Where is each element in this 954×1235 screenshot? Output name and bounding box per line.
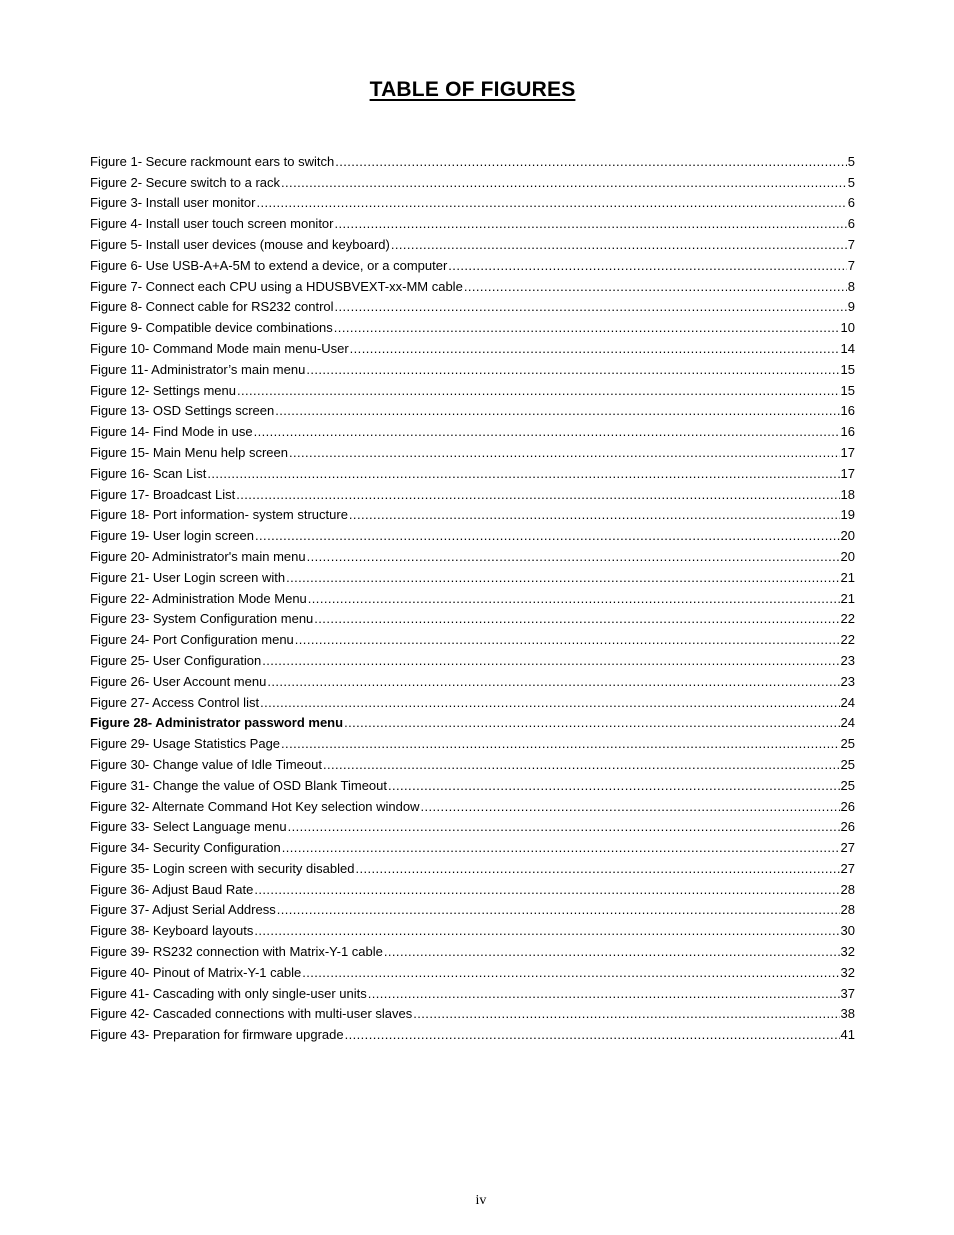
toc-dot-leader — [275, 403, 839, 418]
toc-entry-label: Figure 7- Connect each CPU using a HDUSBVEXT-xx-MM cable — [90, 278, 463, 294]
toc-dot-leader — [207, 466, 839, 481]
toc-dot-leader — [256, 195, 846, 210]
toc-entry-page-number: 5 — [847, 174, 855, 190]
toc-entry[interactable] — [90, 814, 855, 835]
toc-entry-page-number: 16 — [840, 403, 855, 419]
toc-entry-label: Figure 23- System Configuration menu — [90, 611, 314, 627]
toc-entry[interactable] — [90, 980, 855, 1001]
toc-entry-page-number: 15 — [840, 382, 855, 398]
toc-dot-leader — [281, 175, 847, 190]
toc-entry-page-number: 17 — [840, 465, 855, 481]
toc-entry-page-number: 6 — [847, 216, 855, 232]
toc-entry-page-number: 25 — [840, 756, 855, 772]
toc-entry-page-number: 32 — [840, 964, 855, 980]
toc-entry-page-number: 41 — [840, 1027, 855, 1043]
toc-entry-page-number: 14 — [840, 340, 855, 356]
toc-dot-leader — [391, 237, 847, 252]
toc-entry[interactable] — [90, 1001, 855, 1022]
toc-entry-label: Figure 33- Select Language menu — [90, 819, 287, 835]
toc-dot-leader — [413, 1006, 839, 1021]
toc-entry-page-number: 25 — [840, 736, 855, 752]
toc-entry-page-number: 21 — [840, 590, 855, 606]
toc-entry[interactable] — [90, 751, 855, 772]
toc-dot-leader — [308, 591, 840, 606]
toc-entry[interactable] — [90, 793, 855, 814]
toc-entry[interactable] — [90, 522, 855, 543]
toc-entry-page-number: 19 — [840, 507, 855, 523]
toc-dot-leader — [334, 320, 840, 335]
toc-entry-page-number: 18 — [840, 486, 855, 502]
toc-entry-page-number: 20 — [840, 548, 855, 564]
toc-entry[interactable] — [90, 585, 855, 606]
toc-entry-page-number: 5 — [847, 153, 855, 169]
toc-entry[interactable] — [90, 710, 855, 731]
toc-entry-label: Figure 2- Secure switch to a rack — [90, 174, 281, 190]
toc-entry[interactable] — [90, 917, 855, 938]
toc-entry-label: Figure 8- Connect cable for RS232 control — [90, 299, 334, 315]
toc-dot-leader — [254, 923, 839, 938]
toc-entry-label: Figure 12- Settings menu — [90, 382, 236, 398]
toc-dot-leader — [306, 362, 839, 377]
toc-entry-label: Figure 14- Find Mode in use — [90, 424, 253, 440]
toc-entry-page-number: 23 — [840, 652, 855, 668]
toc-entry[interactable] — [90, 730, 855, 751]
toc-entry-page-number: 17 — [840, 444, 855, 460]
toc-entry-label: Figure 17- Broadcast List — [90, 486, 236, 502]
toc-entry-label: Figure 9- Compatible device combinations — [90, 320, 333, 336]
toc-entry-label: Figure 40- Pinout of Matrix-Y-1 cable — [90, 964, 302, 980]
toc-entry-label: Figure 20- Administrator's main menu — [90, 548, 306, 564]
toc-entry-page-number: 22 — [840, 632, 855, 648]
toc-entry-label: Figure 37- Adjust Serial Address — [90, 902, 276, 918]
toc-dot-leader — [289, 445, 840, 460]
toc-entry[interactable] — [90, 626, 855, 647]
toc-entry-label: Figure 1- Secure rackmount ears to switch — [90, 153, 335, 169]
toc-entry[interactable] — [90, 689, 855, 710]
toc-entry-page-number: 7 — [847, 257, 855, 273]
toc-entry-label: Figure 18- Port information- system structure — [90, 507, 348, 523]
toc-entry-page-number: 23 — [840, 673, 855, 689]
toc-dot-leader — [282, 840, 840, 855]
toc-dot-leader — [286, 570, 839, 585]
toc-entry[interactable] — [90, 231, 855, 252]
toc-entry-label: Figure 10- Command Mode main menu-User — [90, 340, 349, 356]
toc-entry-page-number: 27 — [840, 860, 855, 876]
toc-entry[interactable] — [90, 190, 855, 211]
toc-dot-leader — [355, 861, 839, 876]
toc-dot-leader — [335, 299, 847, 314]
toc-entry-label: Figure 41- Cascading with only single-user units — [90, 985, 367, 1001]
toc-dot-leader — [464, 279, 847, 294]
toc-entry-page-number: 9 — [847, 299, 855, 315]
toc-entry-label: Figure 36- Adjust Baud Rate — [90, 881, 254, 897]
toc-entry[interactable] — [90, 481, 855, 502]
toc-dot-leader — [323, 757, 840, 772]
toc-dot-leader — [448, 258, 846, 273]
toc-dot-leader — [277, 902, 840, 917]
toc-dot-leader — [281, 736, 839, 751]
toc-dot-leader — [368, 986, 840, 1001]
toc-entry[interactable] — [90, 1021, 855, 1042]
toc-entry[interactable] — [90, 169, 855, 190]
toc-entry-page-number: 21 — [840, 569, 855, 585]
toc-entry[interactable] — [90, 564, 855, 585]
toc-entry-page-number: 37 — [840, 985, 855, 1001]
toc-entry-page-number: 20 — [840, 528, 855, 544]
toc-dot-leader — [421, 799, 840, 814]
toc-entry[interactable] — [90, 502, 855, 523]
toc-dot-leader — [254, 424, 840, 439]
toc-entry-label: Figure 11- Administrator’s main menu — [90, 361, 306, 377]
toc-entry-page-number: 30 — [840, 923, 855, 939]
toc-entry-page-number: 26 — [840, 819, 855, 835]
toc-entry-page-number: 28 — [840, 902, 855, 918]
toc-entry-page-number: 16 — [840, 424, 855, 440]
toc-entry-label: Figure 39- RS232 connection with Matrix-Y-1 cable — [90, 944, 383, 960]
toc-entry-label: Figure 32- Alternate Command Hot Key selection window — [90, 798, 420, 814]
toc-entry[interactable] — [90, 897, 855, 918]
toc-dot-leader — [260, 695, 839, 710]
toc-entry[interactable] — [90, 959, 855, 980]
toc-entry-label: Figure 5- Install user devices (mouse and keyboard) — [90, 236, 390, 252]
toc-dot-leader — [267, 674, 839, 689]
toc-entry[interactable] — [90, 834, 855, 855]
toc-entry-page-number: 15 — [840, 361, 855, 377]
toc-dot-leader — [335, 154, 847, 169]
toc-entry-page-number: 7 — [847, 236, 855, 252]
toc-dot-leader — [314, 611, 839, 626]
toc-dot-leader — [236, 487, 839, 502]
toc-entry[interactable] — [90, 294, 855, 315]
toc-entry-page-number: 8 — [847, 278, 855, 294]
toc-entry-label: Figure 19- User login screen — [90, 528, 255, 544]
toc-entry-label: Figure 34- Security Configuration — [90, 840, 281, 856]
toc-dot-leader — [295, 632, 840, 647]
toc-dot-leader — [344, 715, 839, 730]
toc-entry[interactable] — [90, 273, 855, 294]
toc-entry-page-number: 24 — [840, 715, 855, 731]
table-of-figures-list — [90, 148, 855, 1042]
toc-entry-label: Figure 31- Change the value of OSD Blank Timeout — [90, 777, 387, 793]
toc-entry-label: Figure 4- Install user touch screen monitor — [90, 216, 334, 232]
toc-entry[interactable] — [90, 772, 855, 793]
toc-entry-label: Figure 13- OSD Settings screen — [90, 403, 275, 419]
toc-dot-leader — [255, 528, 840, 543]
toc-entry-page-number: 10 — [840, 320, 855, 336]
toc-entry-page-number: 32 — [840, 944, 855, 960]
toc-dot-leader — [345, 1027, 840, 1042]
toc-dot-leader — [307, 549, 840, 564]
toc-entry-label: Figure 27- Access Control list — [90, 694, 260, 710]
toc-entry-label: Figure 35- Login screen with security disabled — [90, 860, 355, 876]
toc-entry[interactable] — [90, 460, 855, 481]
toc-entry[interactable] — [90, 377, 855, 398]
toc-entry-label: Figure 22- Administration Mode Menu — [90, 590, 307, 606]
toc-entry-page-number: 6 — [847, 195, 855, 211]
toc-dot-leader — [262, 653, 839, 668]
toc-dot-leader — [237, 383, 840, 398]
toc-entry[interactable] — [90, 439, 855, 460]
toc-entry[interactable] — [90, 398, 855, 419]
toc-entry[interactable] — [90, 314, 855, 335]
toc-entry-page-number: 27 — [840, 840, 855, 856]
toc-entry-label: Figure 30- Change value of Idle Timeout — [90, 756, 322, 772]
toc-entry[interactable] — [90, 335, 855, 356]
toc-entry-page-number: 22 — [840, 611, 855, 627]
toc-entry-label: Figure 28- Administrator password menu — [90, 715, 344, 731]
page-title: TABLE OF FIGURES — [369, 78, 576, 101]
toc-entry-label: Figure 38- Keyboard layouts — [90, 923, 254, 939]
toc-entry-page-number: 28 — [840, 881, 855, 897]
toc-dot-leader — [388, 778, 840, 793]
toc-entry-label: Figure 16- Scan List — [90, 465, 207, 481]
toc-entry-page-number: 24 — [840, 694, 855, 710]
toc-entry-label: Figure 26- User Account menu — [90, 673, 267, 689]
toc-entry-label: Figure 15- Main Menu help screen — [90, 444, 288, 460]
toc-entry[interactable] — [90, 356, 855, 377]
toc-entry-label: Figure 43- Preparation for firmware upgrade — [90, 1027, 344, 1043]
toc-dot-leader — [254, 882, 839, 897]
page-number: iv — [475, 1193, 487, 1208]
toc-dot-leader — [384, 944, 840, 959]
toc-entry[interactable] — [90, 876, 855, 897]
toc-dot-leader — [335, 216, 847, 231]
toc-entry[interactable] — [90, 148, 855, 169]
toc-dot-leader — [288, 819, 840, 834]
toc-entry-label: Figure 29- Usage Statistics Page — [90, 736, 281, 752]
toc-entry[interactable] — [90, 252, 855, 273]
toc-entry-label: Figure 42- Cascaded connections with multi-user slaves — [90, 1006, 413, 1022]
toc-entry[interactable] — [90, 855, 855, 876]
toc-entry[interactable] — [90, 606, 855, 627]
toc-entry-label: Figure 3- Install user monitor — [90, 195, 256, 211]
toc-entry[interactable] — [90, 647, 855, 668]
toc-dot-leader — [349, 507, 840, 522]
toc-entry[interactable] — [90, 938, 855, 959]
toc-entry-label: Figure 25- User Configuration — [90, 652, 262, 668]
toc-entry-page-number: 38 — [840, 1006, 855, 1022]
toc-entry-page-number: 26 — [840, 798, 855, 814]
toc-entry[interactable] — [90, 543, 855, 564]
toc-entry-label: Figure 21- User Login screen with — [90, 569, 286, 585]
toc-entry-page-number: 25 — [840, 777, 855, 793]
toc-entry[interactable] — [90, 210, 855, 231]
toc-entry-label: Figure 6- Use USB-A+A-5M to extend a device, or a computer — [90, 257, 448, 273]
toc-dot-leader — [350, 341, 840, 356]
toc-entry-label: Figure 24- Port Configuration menu — [90, 632, 294, 648]
toc-entry[interactable] — [90, 418, 855, 439]
toc-dot-leader — [302, 965, 839, 980]
toc-entry[interactable] — [90, 668, 855, 689]
